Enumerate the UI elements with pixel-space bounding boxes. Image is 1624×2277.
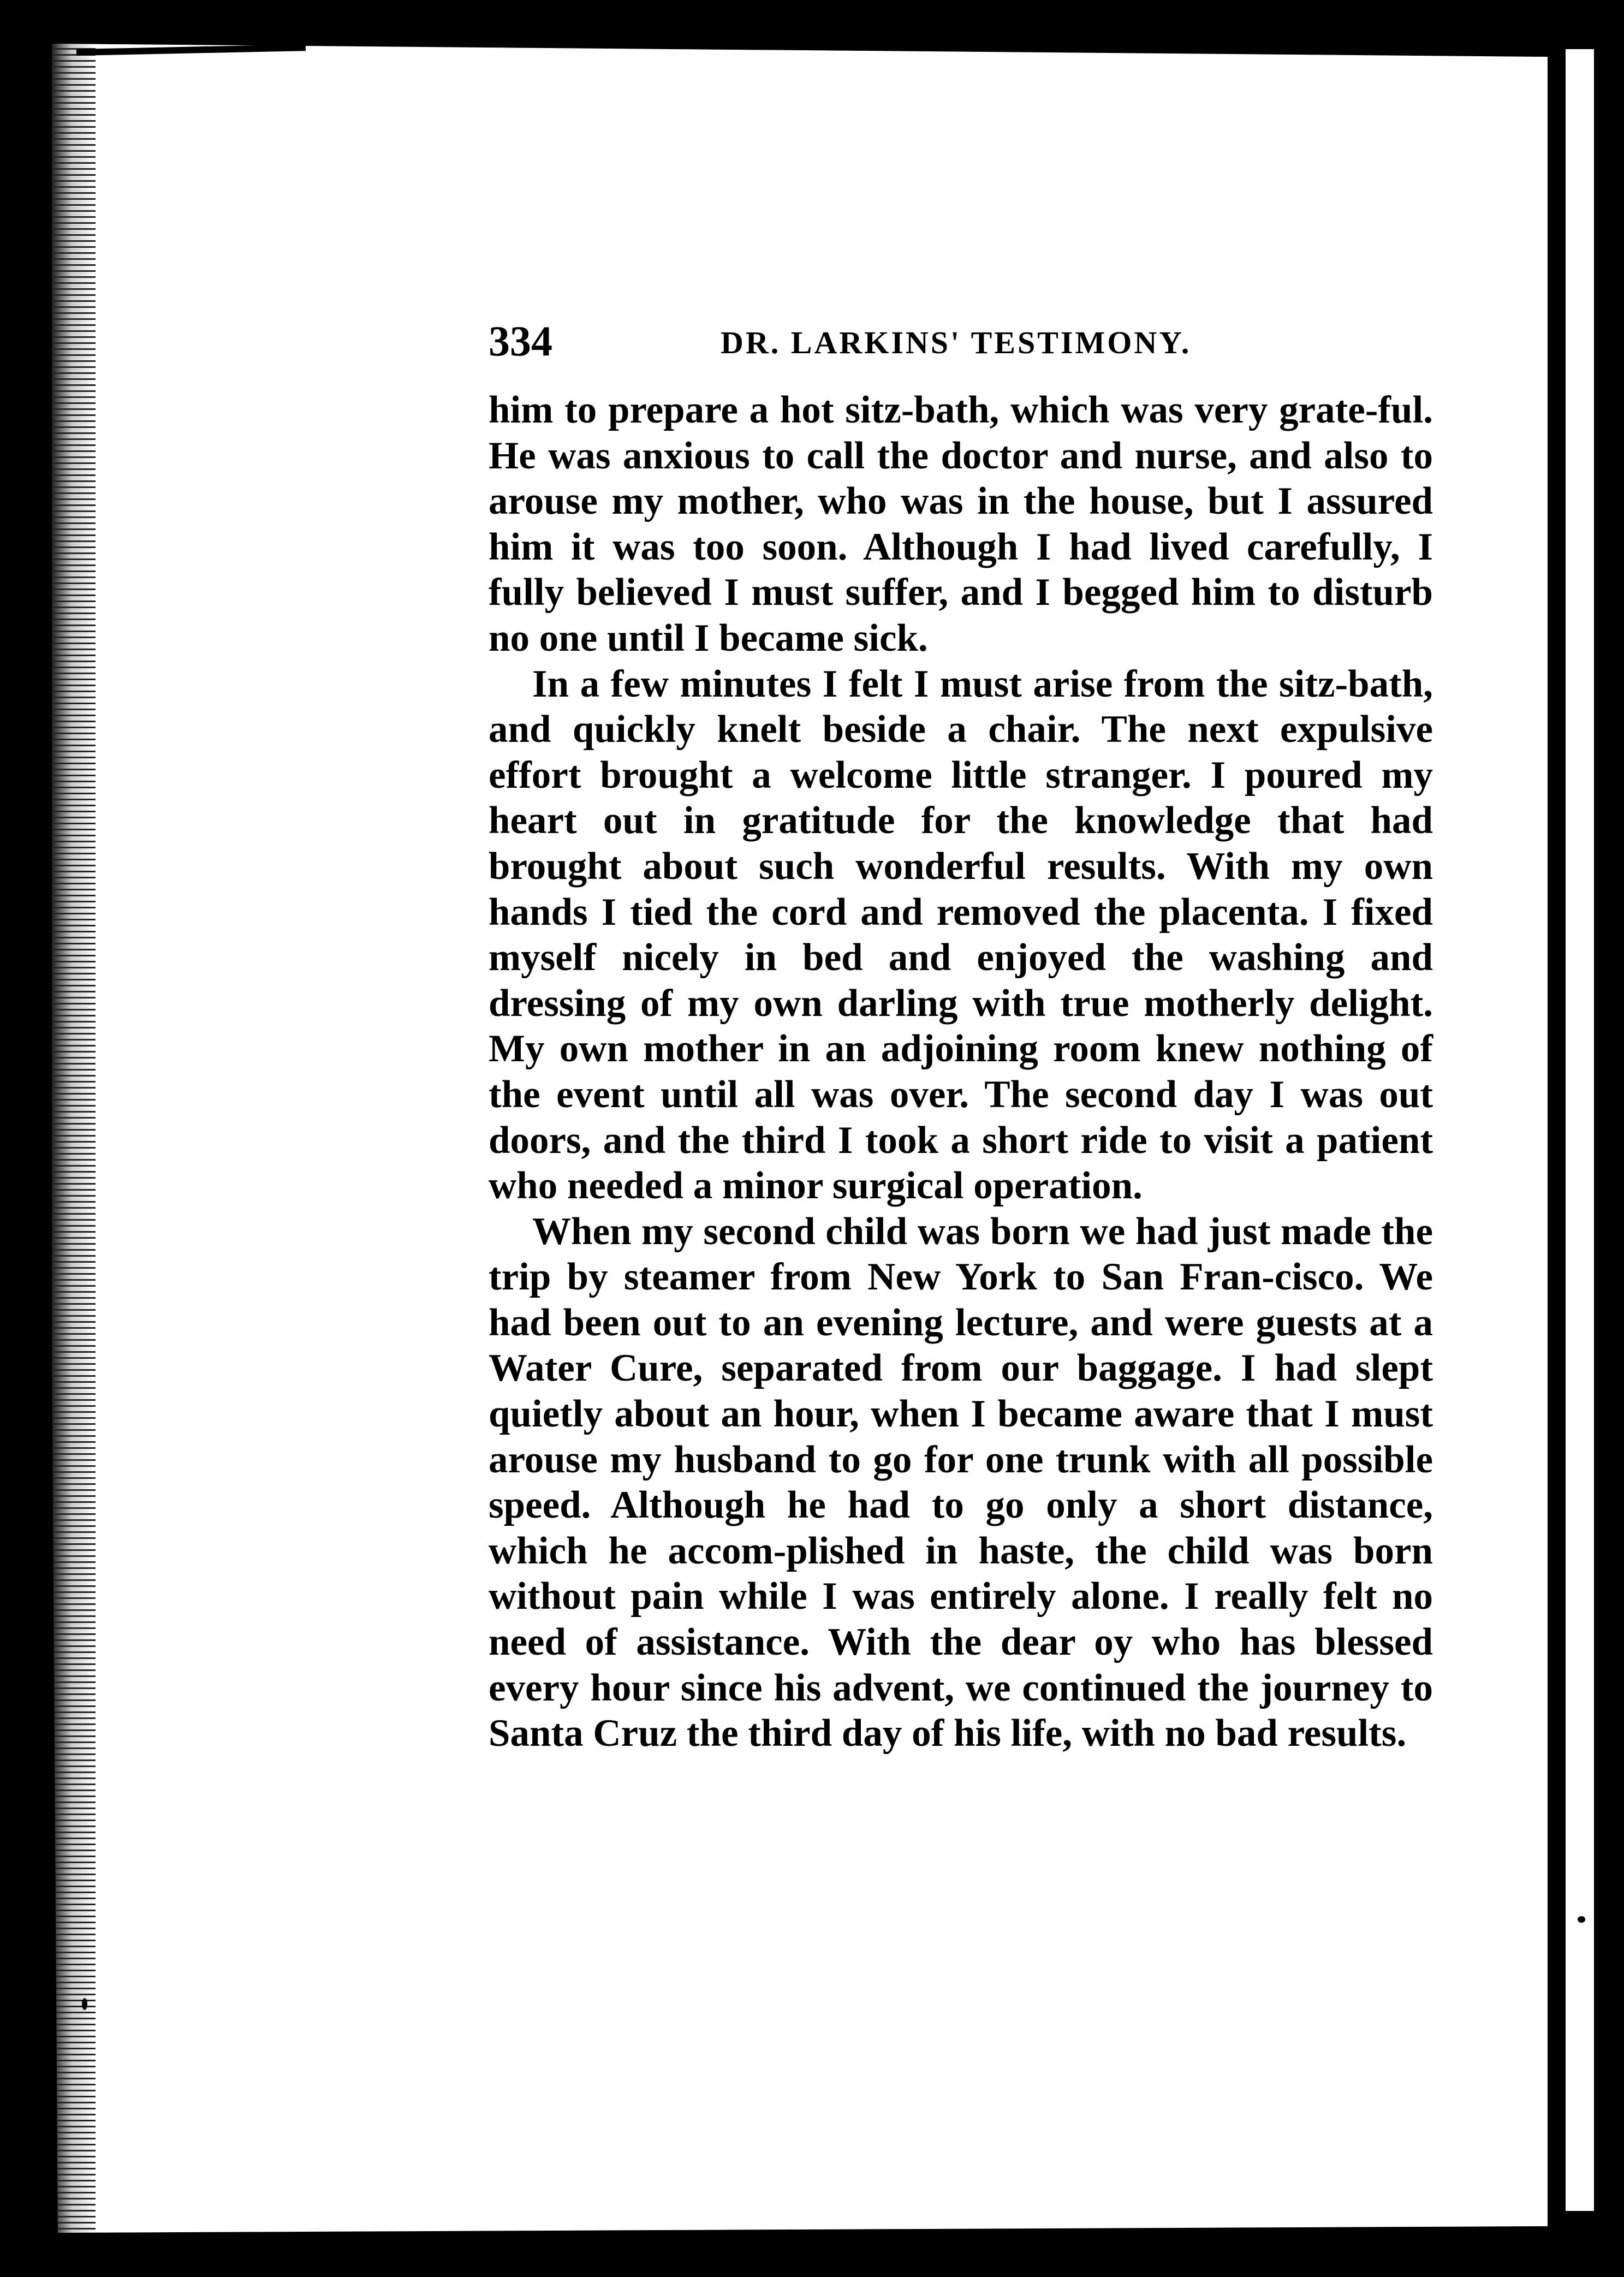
scan-speck xyxy=(82,1998,87,2010)
paragraph-3: When my second child was born we had just made the trip by steamer from New York to San Fran-cisco. We had been out to an evening lecture, and were guests at a Water Cure, separated from our baggage. I had slept quietly about an hour, when I became aware that I must arouse my husband to go for one trunk with all possible speed. Although he had to go only a short distance, which he accom-plished in haste, the child was born without pain while I was entirely alone. I really felt no need of assistance. With the dear oy who has blessed every hour since his advent, we continued the journey to Santa Cruz the third day of his life, with no bad results. xyxy=(489,1210,1433,1755)
running-head xyxy=(489,311,1430,371)
next-page-strip xyxy=(1566,49,1594,2211)
page-number: 334 xyxy=(489,317,552,365)
paragraph-1: him to prepare a hot sitz-bath, which was very grate-ful. He was anxious to call the doctor and nurse, and also to arouse my mother, who was in the house, but I assured him it was too soon. Although I had lived carefully, I fully believed I must suffer, and I begged him to disturb no one until I became sick. xyxy=(489,389,1433,659)
running-title: DR. LARKINS' TESTIMONY. xyxy=(721,325,1192,360)
body-text xyxy=(489,388,1433,1757)
book-binding-shadow xyxy=(0,0,96,2277)
paragraph-2: In a few minutes I felt I must arise from the sitz-bath, and quickly knelt beside a chair. The next expulsive effort brought a welcome little stranger. I poured my heart out in gratitude for the knowledge that had brought about such wonderful results. With my own hands I tied the cord and removed the placenta. I fixed myself nicely in bed and enjoyed the washing and dressing of my own darling with true motherly delight. My own mother in an adjoining room knew nothing of the event until all was over. The second day I was out doors, and the third I took a short ride to visit a patient who needed a minor surgical operation. xyxy=(489,662,1433,1208)
scan-speck xyxy=(1578,1916,1585,1923)
page-edge-shadow xyxy=(1548,49,1563,2211)
